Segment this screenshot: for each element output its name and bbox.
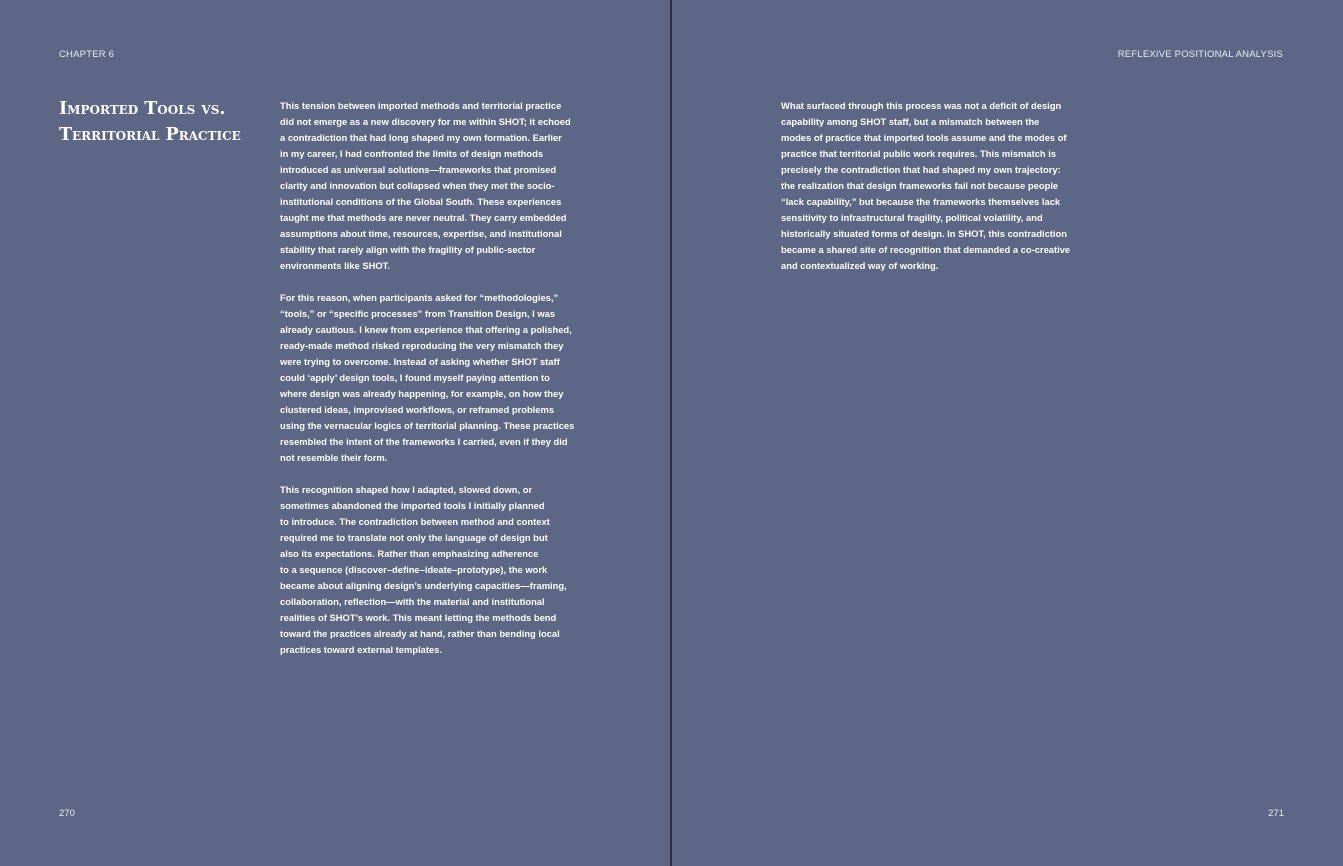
right-body-text: [781, 98, 1069, 290]
text-line: required me to translate not only the language of design but: [280, 532, 548, 543]
text-line: became a shared site of recognition that demanded a co-creative: [781, 244, 1071, 255]
text-line: practices toward external templates.: [280, 644, 443, 655]
left-body-text: [280, 98, 575, 674]
text-line: sometimes abandoned the imported tools I initially planned: [280, 500, 545, 511]
text-line: ready-made method risked reproducing the very mismatch they: [280, 340, 564, 351]
text-line: stability that rarely align with the fragility of public-sector: [280, 244, 536, 255]
text-line: This recognition shaped how I adapted, slowed down, or: [280, 484, 533, 495]
paragraph: [781, 98, 1069, 274]
page-number-right: 271: [1268, 808, 1284, 819]
text-line: the realization that design frameworks fail not because people: [781, 180, 1059, 191]
text-line: practice that territorial public work requires. This mismatch is: [781, 148, 1057, 159]
text-line: could ‘apply’ design tools, I found myself paying attention to: [280, 372, 550, 383]
text-line: taught me that methods are never neutral. They carry embedded: [280, 212, 567, 223]
section-heading: Imported Tools vs. Territorial Practice: [59, 99, 241, 145]
text-line: collaboration, reflection—with the material and institutional: [280, 596, 545, 607]
text-line: where design was already happening, for example, on how they: [280, 388, 564, 399]
text-line: sensitivity to infrastructural fragility, political volatility, and: [781, 212, 1043, 223]
text-line: assumptions about time, resources, expertise, and institutional: [280, 228, 562, 239]
text-line: toward the practices already at hand, rather than bending local: [280, 628, 560, 639]
text-line: realities of SHOT’s work. This meant letting the methods bend: [280, 612, 557, 623]
text-line: did not emerge as a new discovery for me within SHOT; it echoed: [280, 116, 571, 127]
text-line: “tools,” or “specific processes” from Transition Design, I was: [280, 308, 556, 319]
text-line: This tension between imported methods and territorial practice: [280, 100, 562, 111]
text-line: and contextualized way of working.: [781, 260, 939, 271]
text-line: capability among SHOT staff, but a mismatch between the: [781, 116, 1040, 127]
text-line: in my career, I had confronted the limits of design methods: [280, 148, 544, 159]
text-line: historically situated forms of design. In SHOT, this contradiction: [781, 228, 1067, 239]
text-line: became about aligning design’s underlying capacities—framing,: [280, 580, 567, 591]
text-line: to introduce. The contradiction between method and context: [280, 516, 550, 527]
page-number-left: 270: [59, 808, 75, 819]
running-head-section: REFLEXIVE POSITIONAL ANALYSIS: [1117, 49, 1283, 60]
text-line: resembled the intent of the frameworks I carried, even if they did: [280, 436, 568, 447]
running-head-chapter: CHAPTER 6: [59, 49, 115, 60]
text-line: were trying to overcome. Instead of asking whether SHOT staff: [280, 356, 560, 367]
text-line: clarity and innovation but collapsed when they met the socio-: [280, 180, 555, 191]
text-line: clustered ideas, improvised workflows, or reframed problems: [280, 404, 555, 415]
text-line: institutional conditions of the Global South. These experiences: [280, 196, 562, 207]
text-line: a contradiction that had long shaped my own formation. Earlier: [280, 132, 562, 143]
text-line: also its expectations. Rather than emphasizing adherence: [280, 548, 539, 559]
text-line: For this reason, when participants asked for “methodologies,”: [280, 292, 559, 303]
paragraph: [280, 98, 571, 274]
text-line: not resemble their form.: [280, 452, 388, 463]
text-line: “lack capability,” but because the frameworks themselves lack: [781, 196, 1061, 207]
text-line: modes of practice that imported tools assume and the modes of: [781, 132, 1067, 143]
paragraph: [280, 290, 575, 466]
text-line: What surfaced through this process was not a deficit of design: [781, 100, 1062, 111]
text-line: already cautious. I knew from experience that offering a polished,: [280, 324, 572, 335]
text-line: introduced as universal solutions—frameworks that promised: [280, 164, 557, 175]
text-line: to a sequence (discover–define–ideate–prototype), the work: [280, 564, 548, 575]
paragraph: [280, 482, 568, 658]
right-page: [672, 0, 1343, 866]
left-page: [0, 0, 670, 866]
text-line: using the vernacular logics of territorial planning. These practices: [280, 420, 575, 431]
text-line: environments like SHOT.: [280, 260, 390, 271]
text-line: precisely the contradiction that had shaped my own trajectory:: [781, 164, 1061, 175]
